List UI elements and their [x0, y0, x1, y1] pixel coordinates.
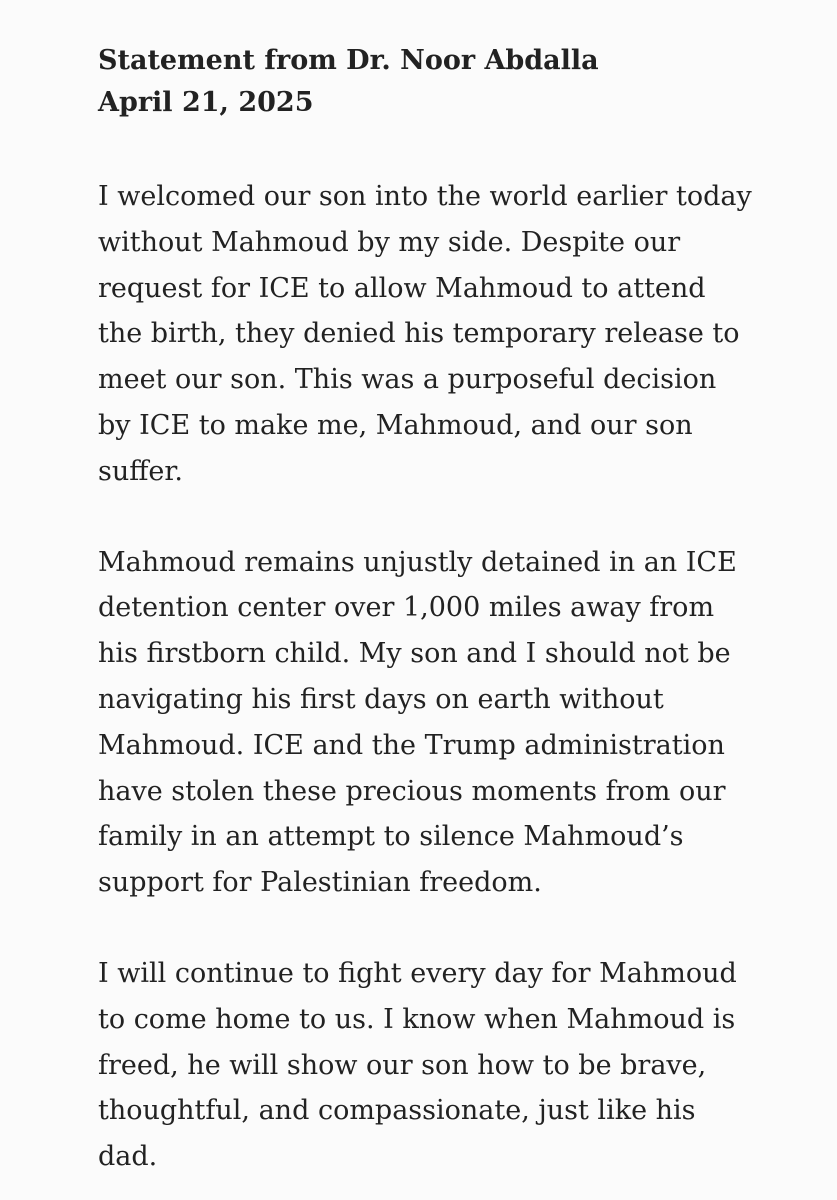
paragraph-line: his firstborn child. My son and I should not be — [98, 638, 731, 670]
paragraph-line: family in an attempt to silence Mahmoud’s — [98, 821, 684, 853]
paragraph-line: to come home to us. I know when Mahmoud is — [98, 1003, 736, 1035]
paragraph-line: freed, he will show our son how to be brave, — [98, 1049, 707, 1081]
paragraph-line: Mahmoud. ICE and the Trump administration — [98, 729, 725, 761]
paragraph-continue — [98, 951, 818, 1180]
paragraph-line: thoughtful, and compassionate, just like his — [98, 1095, 696, 1127]
paragraph-line: have stolen these precious moments from our — [98, 775, 726, 807]
statement-title: Statement from Dr. Noor Abdalla — [98, 45, 599, 76]
paragraph-line: navigating his first days on earth without — [98, 683, 664, 715]
statement-document — [98, 40, 818, 1180]
paragraph-line: without Mahmoud by my side. Despite our — [98, 226, 681, 258]
paragraph-line: by ICE to make me, Mahmoud, and our son — [98, 409, 693, 441]
paragraph-line: request for ICE to allow Mahmoud to attend — [98, 272, 706, 304]
paragraph-line: meet our son. This was a purposeful decision — [98, 364, 717, 396]
statement-date: April 21, 2025 — [98, 87, 314, 118]
paragraph-line: I will continue to fight every day for Mahmoud — [98, 957, 737, 989]
paragraph-line: support for Palestinian freedom. — [98, 867, 542, 899]
paragraph-birth — [98, 174, 818, 495]
paragraph-line: I welcomed our son into the world earlier today — [98, 181, 752, 212]
paragraph-line: detention center over 1,000 miles away from — [98, 592, 715, 624]
paragraph-line: dad. — [98, 1141, 158, 1173]
paragraph-line: the birth, they denied his temporary release to — [98, 318, 740, 350]
paragraph-line: suffer. — [98, 455, 183, 487]
statement-header — [98, 40, 818, 124]
paragraph-detention — [98, 540, 818, 906]
paragraph-line: Mahmoud remains unjustly detained in an ICE — [98, 546, 737, 578]
